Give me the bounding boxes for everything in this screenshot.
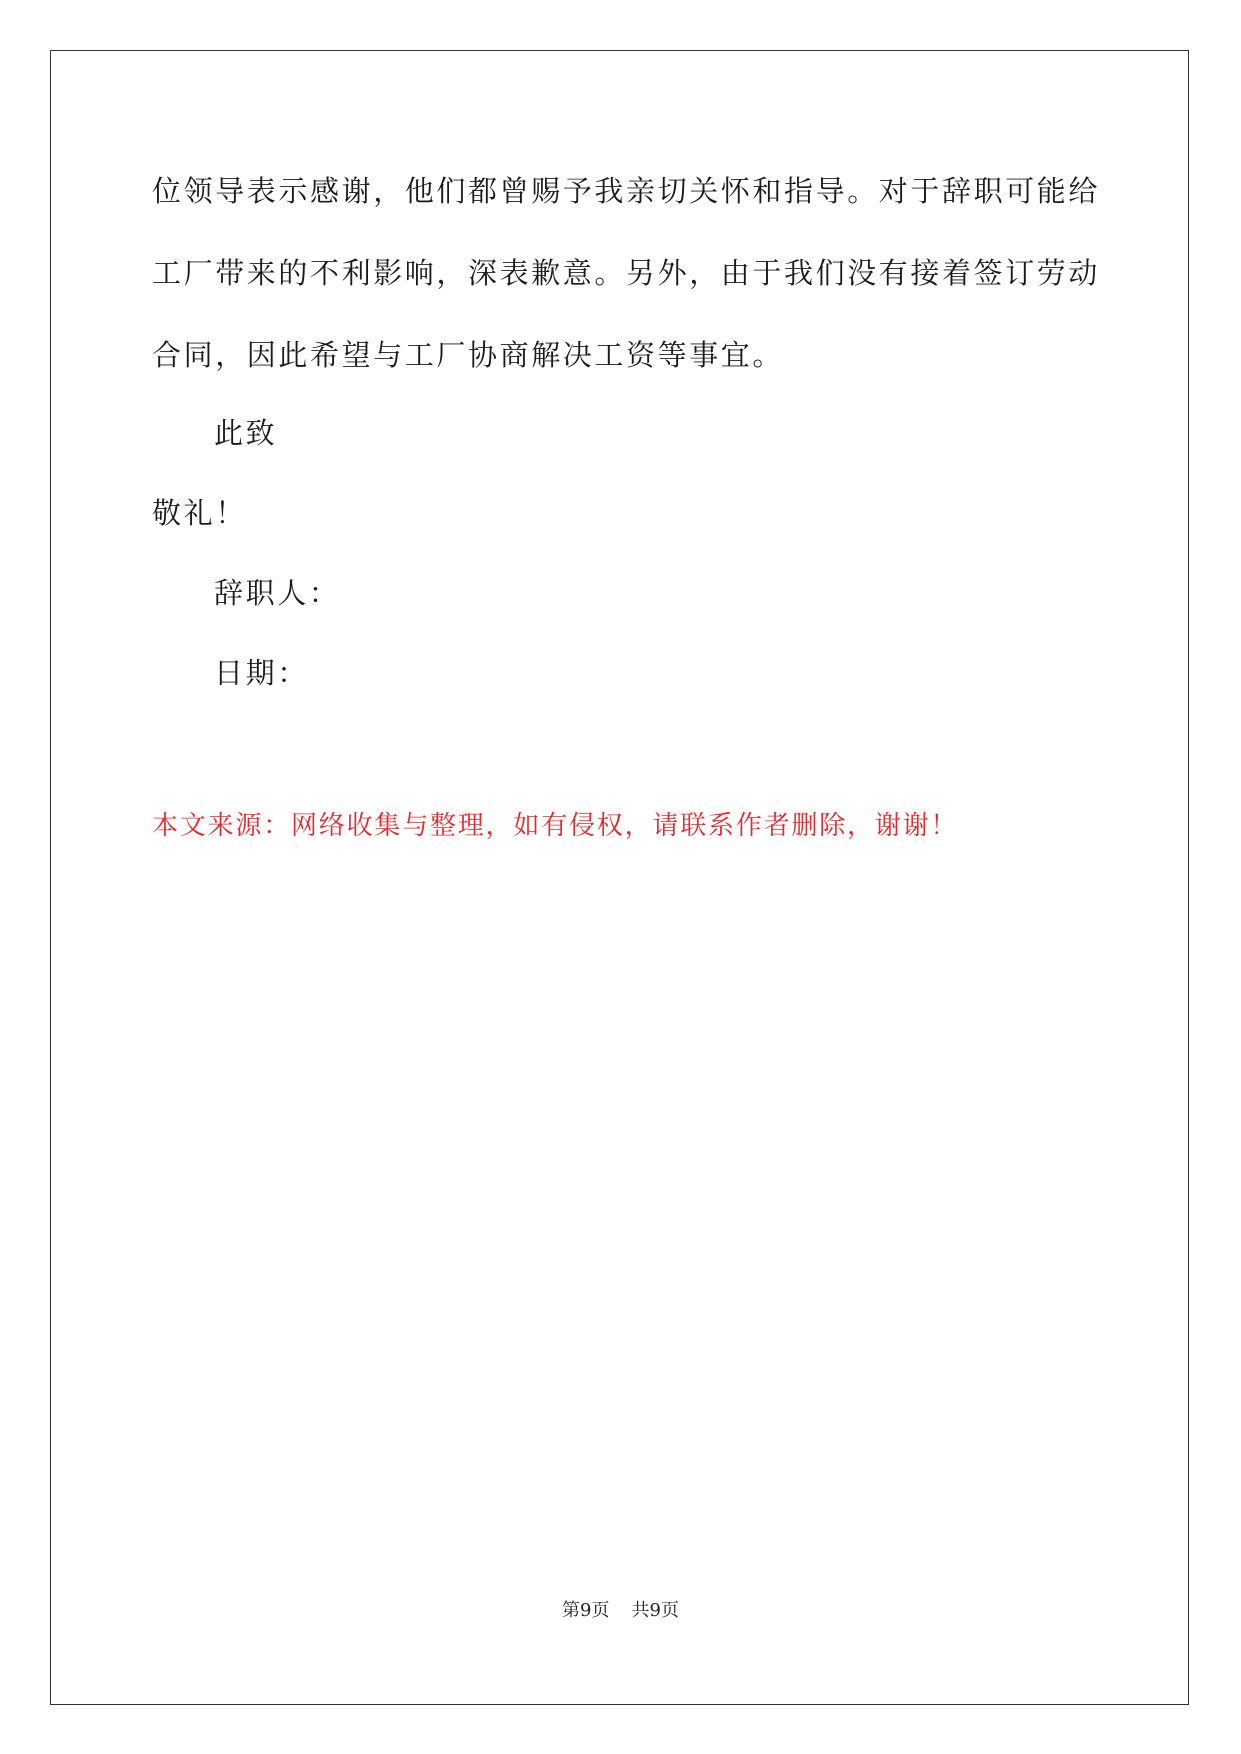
paragraph-line-1: 位领导表示感谢，他们都曾赐予我亲切关怀和指导。对于辞职可能给 bbox=[152, 174, 1101, 208]
page-footer bbox=[0, 1596, 1241, 1622]
page-current: 第9页 bbox=[562, 1600, 610, 1621]
date-label: 日期： bbox=[214, 656, 309, 690]
paragraph-line-3: 合同，因此希望与工厂协商解决工资等事宜。 bbox=[152, 338, 785, 372]
signer-label: 辞职人： bbox=[214, 576, 341, 610]
page-total: 共9页 bbox=[631, 1600, 679, 1621]
page-border bbox=[50, 50, 1189, 1705]
source-notice: 本文来源：网络收集与整理，如有侵权，请联系作者删除，谢谢！ bbox=[152, 811, 959, 841]
salutation: 敬礼！ bbox=[152, 496, 247, 530]
closing-phrase: 此致 bbox=[214, 416, 278, 450]
paragraph-line-2: 工厂带来的不利影响，深表歉意。另外，由于我们没有接着签订劳动 bbox=[152, 256, 1101, 290]
